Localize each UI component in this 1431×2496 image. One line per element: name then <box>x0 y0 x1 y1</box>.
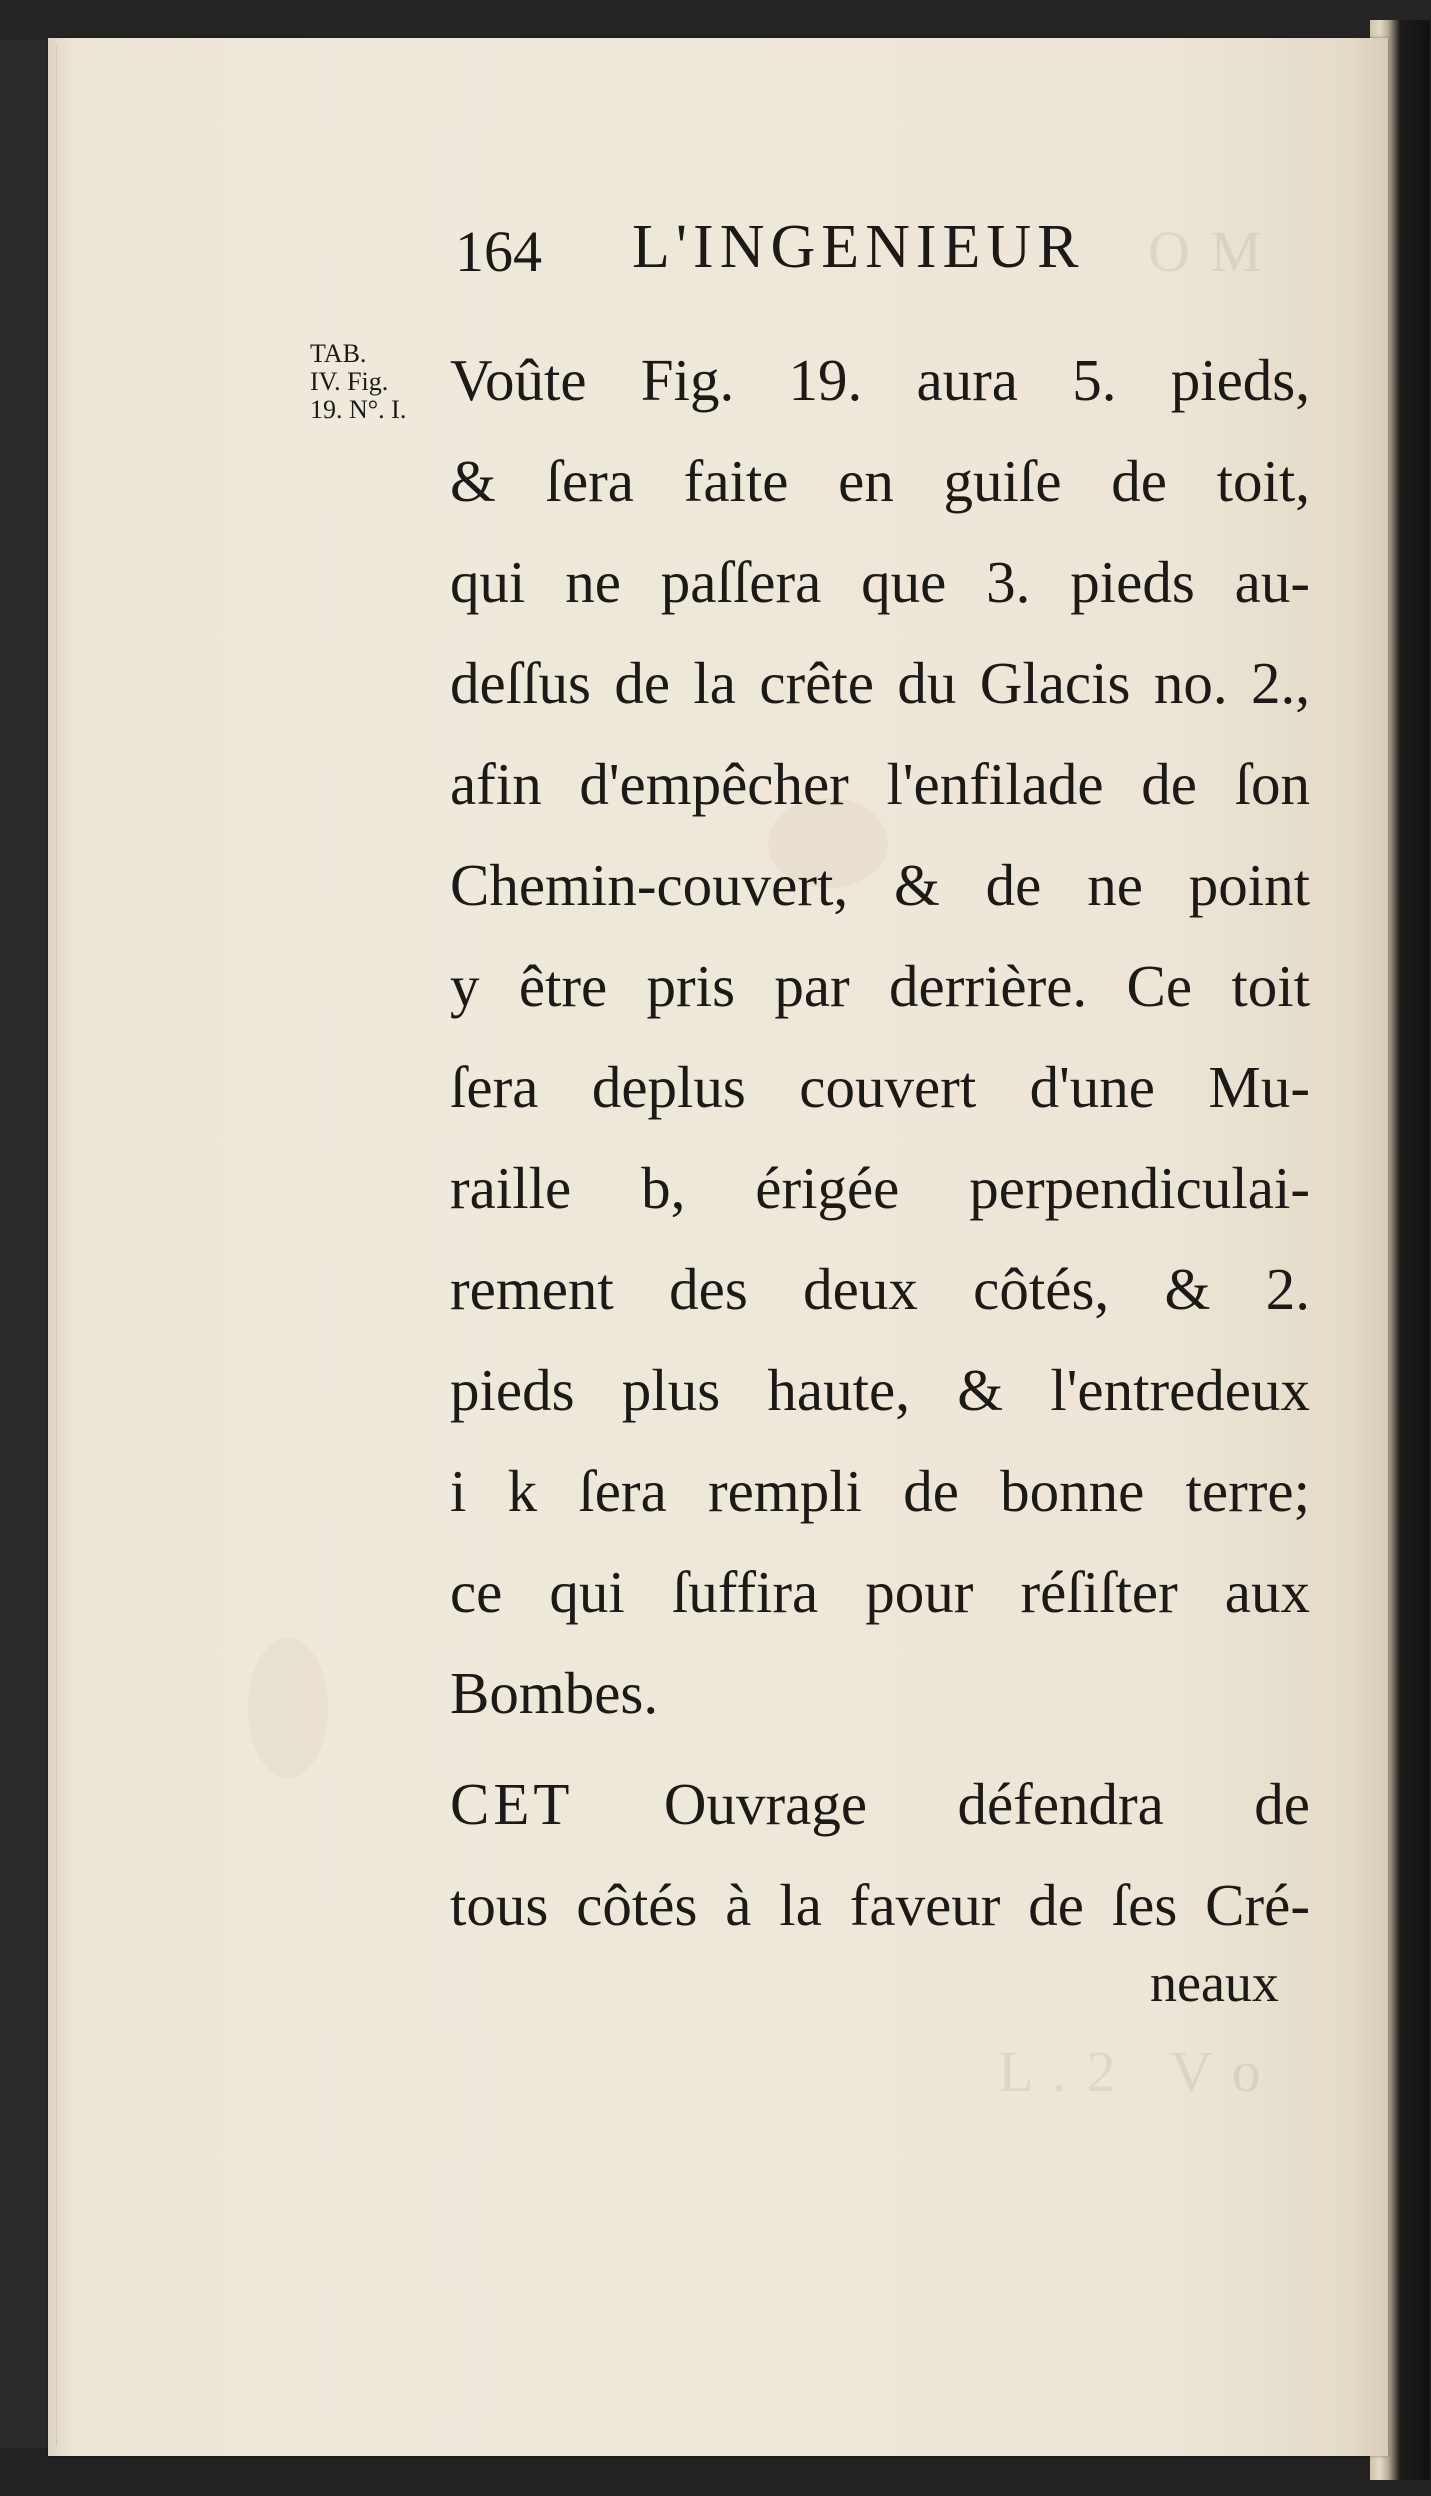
margin-note-line: 19. N°. I. <box>310 395 407 424</box>
page-number: 164 <box>455 219 542 284</box>
show-through-text: L . 2 V o <box>998 2039 1264 2104</box>
text-line: raille b, érigée perpendiculai- <box>450 1155 1310 1221</box>
catchword: neaux <box>1150 1953 1279 2013</box>
text-line: qui ne paſſera que 3. pieds au- <box>450 549 1310 615</box>
text-line: tous côtés à la faveur de ſes Cré- <box>450 1872 1310 1938</box>
body-text <box>450 330 1310 1956</box>
margin-note <box>310 340 460 424</box>
scan-border-top <box>0 0 1431 40</box>
text-line: ce qui ſuffira pour réſiſter aux <box>450 1559 1310 1625</box>
show-through-text: O M <box>1148 219 1265 284</box>
text-line: & ſera faite en guiſe de toit, <box>450 448 1310 514</box>
paragraph-2-first-line <box>450 1754 1310 1855</box>
paragraph-lead-word: CET <box>450 1771 574 1837</box>
text-line: Bombes. <box>450 1660 659 1726</box>
text-line: y être pris par derrière. Ce toit <box>450 953 1310 1019</box>
text-line: pieds plus haute, & l'entredeux <box>450 1357 1310 1423</box>
text-line: afin d'empêcher l'enfilade de ſon <box>450 751 1310 817</box>
text-line: ſera deplus couvert d'une Mu- <box>450 1054 1310 1120</box>
margin-note-line: IV. Fig. <box>310 367 389 396</box>
text-line: deſſus de la crête du Glacis no. 2., <box>450 650 1310 716</box>
running-title: L'INGENIEUR <box>632 213 1085 281</box>
text-line: Voûte Fig. 19. aura 5. pieds, <box>450 347 1310 413</box>
text-line: rement des deux côtés, & 2. <box>450 1256 1310 1322</box>
text-line-rest: Ouvrage défendra de <box>663 1771 1310 1837</box>
text-line: Chemin-couvert, & de ne point <box>450 852 1310 918</box>
text-line: i k ſera rempli de bonne terre; <box>450 1458 1310 1524</box>
paper-stain <box>248 1638 328 1778</box>
margin-note-line: TAB. <box>310 339 367 368</box>
